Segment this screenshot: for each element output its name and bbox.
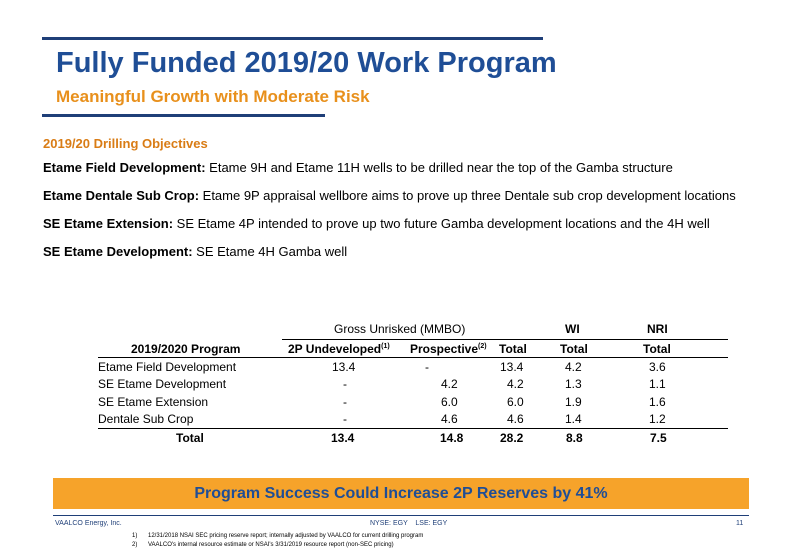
objective-text: SE Etame 4P intended to prove up two future Gamba development locations and the 4H well (173, 216, 710, 231)
objective-label: Etame Dentale Sub Crop: (43, 188, 200, 203)
wi-total-column-header: Total (560, 342, 588, 356)
table-cell-undeveloped: - (343, 377, 347, 391)
nri-header: NRI (647, 322, 668, 336)
objective-label: SE Etame Development: (43, 244, 193, 259)
page-number: 11 (736, 520, 744, 527)
gross-unrisked-header: Gross Unrisked (MMBO) (334, 322, 466, 336)
table-cell-nri: 1.6 (649, 395, 666, 409)
objective-label: Etame Field Development: (43, 160, 206, 175)
objective-item (43, 244, 347, 259)
total-row-rule (98, 428, 728, 429)
objective-text: Etame 9P appraisal wellbore aims to prove up three Dentale sub crop development locations (199, 188, 736, 203)
table-row-name: SE Etame Development (98, 377, 227, 391)
footnote-number: 1) (132, 533, 138, 539)
page-subtitle: Meaningful Growth with Moderate Risk (56, 87, 370, 106)
banner-text: Program Success Could Increase 2P Reserves by 41% (194, 485, 608, 502)
table-cell-nri: 1.2 (649, 412, 666, 426)
objective-item (43, 188, 736, 203)
table-cell-total: 4.6 (507, 412, 524, 426)
title-top-rule (42, 37, 543, 40)
page-title: Fully Funded 2019/20 Work Program (56, 47, 557, 79)
total-cell-prospective: 14.8 (440, 431, 464, 445)
wi-header: WI (565, 322, 580, 336)
total-cell-total: 28.2 (500, 431, 524, 445)
total-column-header: Total (499, 342, 527, 356)
footnote-text: VAALCO's internal resource estimate or NSAI's 3/31/2019 resource report (non-SEC pricing) (148, 542, 394, 548)
table-cell-total: 6.0 (507, 395, 524, 409)
table-cell-wi: 4.2 (565, 360, 582, 374)
table-cell-prospective: - (425, 360, 429, 374)
table-cell-total: 13.4 (500, 360, 524, 374)
table-cell-undeveloped: - (343, 412, 347, 426)
footer-company: VAALCO Energy, Inc. (55, 520, 122, 527)
table-cell-wi: 1.4 (565, 412, 582, 426)
undeveloped-column-header: 2P Undeveloped$^{(1)}$ (288, 342, 390, 356)
table-cell-undeveloped: - (343, 395, 347, 409)
table-cell-undeveloped: 13.4 (332, 360, 356, 374)
table-cell-prospective: 4.2 (441, 377, 458, 391)
nri-total-column-header: Total (643, 342, 671, 356)
table-cell-wi: 1.9 (565, 395, 582, 409)
objective-text: SE Etame 4H Gamba well (192, 244, 348, 259)
group-header-rule (282, 339, 728, 340)
table-row-name: Dentale Sub Crop (98, 412, 194, 426)
table-cell-nri: 1.1 (649, 377, 666, 391)
footnote-number: 2) (132, 542, 138, 548)
reserves-banner (53, 478, 749, 509)
subtitle-rule (42, 114, 325, 117)
footnote-text: 12/31/2018 NSAI SEC pricing reserve report; internally adjusted by VAALCO for current drilling program (148, 533, 424, 539)
program-column-header: 2019/2020 Program (131, 342, 241, 356)
table-row-name: Etame Field Development (98, 360, 237, 374)
table-cell-wi: 1.3 (565, 377, 582, 391)
prospective-column-header: Prospective$^{(2)}$ (410, 342, 487, 356)
footer-rule (53, 515, 749, 516)
table-row-name: SE Etame Extension (98, 395, 209, 409)
total-row-label: Total (176, 431, 204, 445)
table-cell-total: 4.2 (507, 377, 524, 391)
total-cell-wi: 8.8 (566, 431, 583, 445)
column-header-rule (98, 357, 728, 358)
table-cell-nri: 3.6 (649, 360, 666, 374)
objective-label: SE Etame Extension: (43, 216, 174, 231)
total-cell-nri: 7.5 (650, 431, 667, 445)
objective-item (43, 160, 673, 175)
objectives-heading: 2019/20 Drilling Objectives (43, 136, 208, 151)
footer-tickers: NYSE: EGY LSE: EGY (370, 520, 448, 527)
objective-text: Etame 9H and Etame 11H wells to be drilled near the top of the Gamba structure (205, 160, 673, 175)
table-cell-prospective: 4.6 (441, 412, 458, 426)
total-cell-undeveloped: 13.4 (331, 431, 355, 445)
table-cell-prospective: 6.0 (441, 395, 458, 409)
objective-item (43, 216, 710, 231)
